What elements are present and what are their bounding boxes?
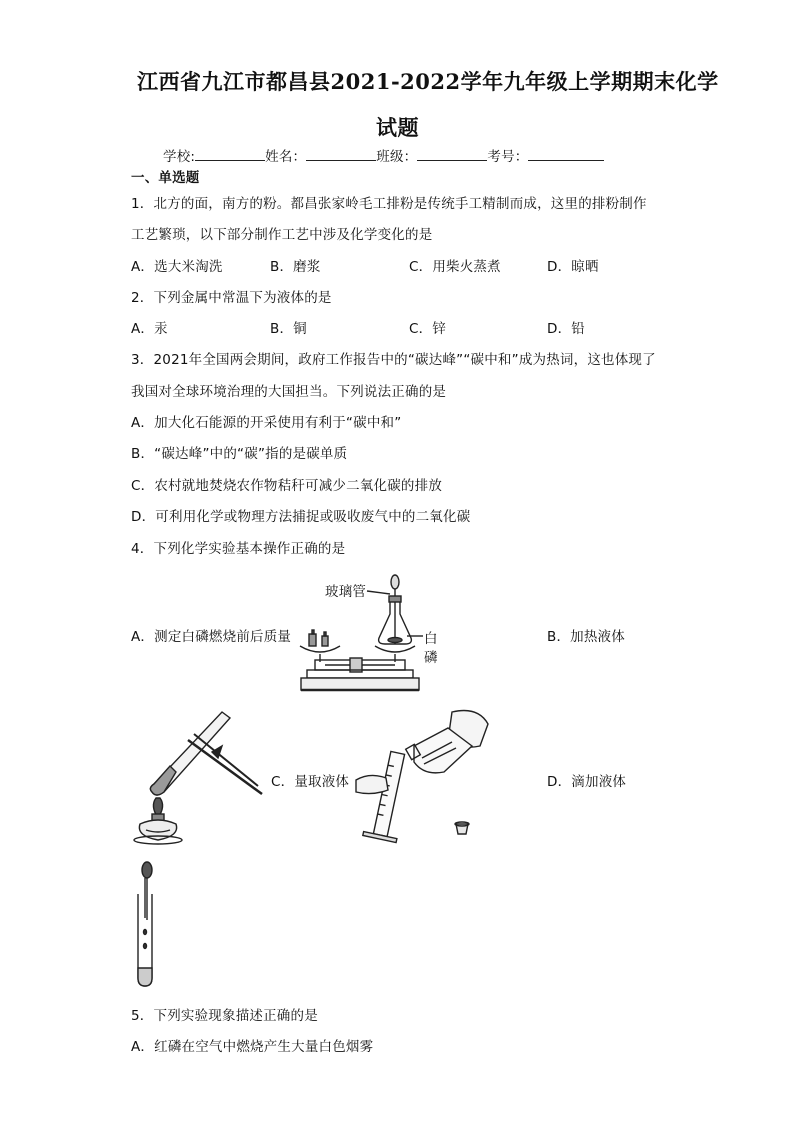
exam-no-label: 考号： — [487, 149, 529, 165]
q3-option-b[interactable]: B．“碳达峰”中的“碳”指的是碳单质 — [131, 446, 348, 462]
q1-option-d[interactable]: D．晾晒 — [547, 259, 599, 275]
q2-option-d[interactable]: D．铅 — [547, 321, 585, 337]
exam-no-blank[interactable] — [528, 147, 604, 161]
school-label: 学校: — [163, 149, 196, 165]
q4-option-d[interactable]: D．滴加液体 — [547, 774, 627, 790]
name-blank[interactable] — [306, 147, 376, 161]
q1-option-a[interactable]: A．选大米淘洗 — [131, 259, 223, 275]
q4-option-b[interactable]: B．加热液体 — [547, 629, 625, 645]
glass-tube-label: 玻璃管 — [325, 584, 367, 600]
q3-stem-line1: 3．2021年全国两会期间，政府工作报告中的“碳达峰”“碳中和”成为热词，这也体现了 — [131, 352, 656, 368]
q3-option-c[interactable]: C．农村就地焚烧农作物秸秆可减少二氧化碳的排放 — [131, 478, 443, 494]
q2-option-b[interactable]: B．铜 — [270, 321, 307, 337]
q3-stem-line2: 我国对全球环境治理的大国担当。下列说法正确的是 — [131, 384, 447, 400]
q1-option-b[interactable]: B．磨浆 — [270, 259, 321, 275]
page-title-line2: 试题 — [376, 115, 419, 140]
dropping-figure — [130, 860, 170, 990]
q3-option-a[interactable]: A．加大化石能源的开采使用有利于“碳中和” — [131, 415, 402, 431]
q2-stem: 2．下列金属中常温下为液体的是 — [131, 290, 332, 306]
q5-stem: 5．下列实验现象描述正确的是 — [131, 1008, 318, 1024]
school-blank[interactable] — [195, 147, 265, 161]
q1-stem-line1: 1．北方的面，南方的粉。都昌张家岭毛工排粉是传统手工精制而成，这里的排粉制作 — [131, 196, 647, 212]
class-label: 班级： — [376, 149, 418, 165]
q1-stem-line2: 工艺繁琐，以下部分制作工艺中涉及化学变化的是 — [131, 227, 433, 243]
white-phosphorus-label-1: 白 — [424, 631, 438, 647]
measuring-figure — [352, 706, 502, 846]
balance-figure — [295, 566, 425, 706]
q2-option-a[interactable]: A．汞 — [131, 321, 168, 337]
q4-option-a[interactable]: A．测定白磷燃烧前后质量 — [131, 629, 292, 645]
white-phosphorus-label-2: 磷 — [424, 650, 438, 666]
q4-stem: 4．下列化学实验基本操作正确的是 — [131, 541, 346, 557]
heating-figure — [130, 706, 270, 846]
q3-option-d[interactable]: D．可利用化学或物理方法捕捉或吸收废气中的二氧化碳 — [131, 509, 471, 525]
q4-option-c[interactable]: C．量取液体 — [271, 774, 350, 790]
student-info — [163, 145, 604, 165]
class-blank[interactable] — [417, 147, 487, 161]
name-label: 姓名： — [265, 149, 307, 165]
q1-option-c[interactable]: C．用柴火蒸煮 — [409, 259, 501, 275]
section-heading: 一、单选题 — [131, 170, 200, 186]
page-title-line1: 江西省九江市都昌县2021-2022学年九年级上学期期末化学 — [137, 69, 719, 94]
q2-option-c[interactable]: C．锌 — [409, 321, 447, 337]
q5-option-a[interactable]: A．红磷在空气中燃烧产生大量白色烟雾 — [131, 1039, 374, 1055]
